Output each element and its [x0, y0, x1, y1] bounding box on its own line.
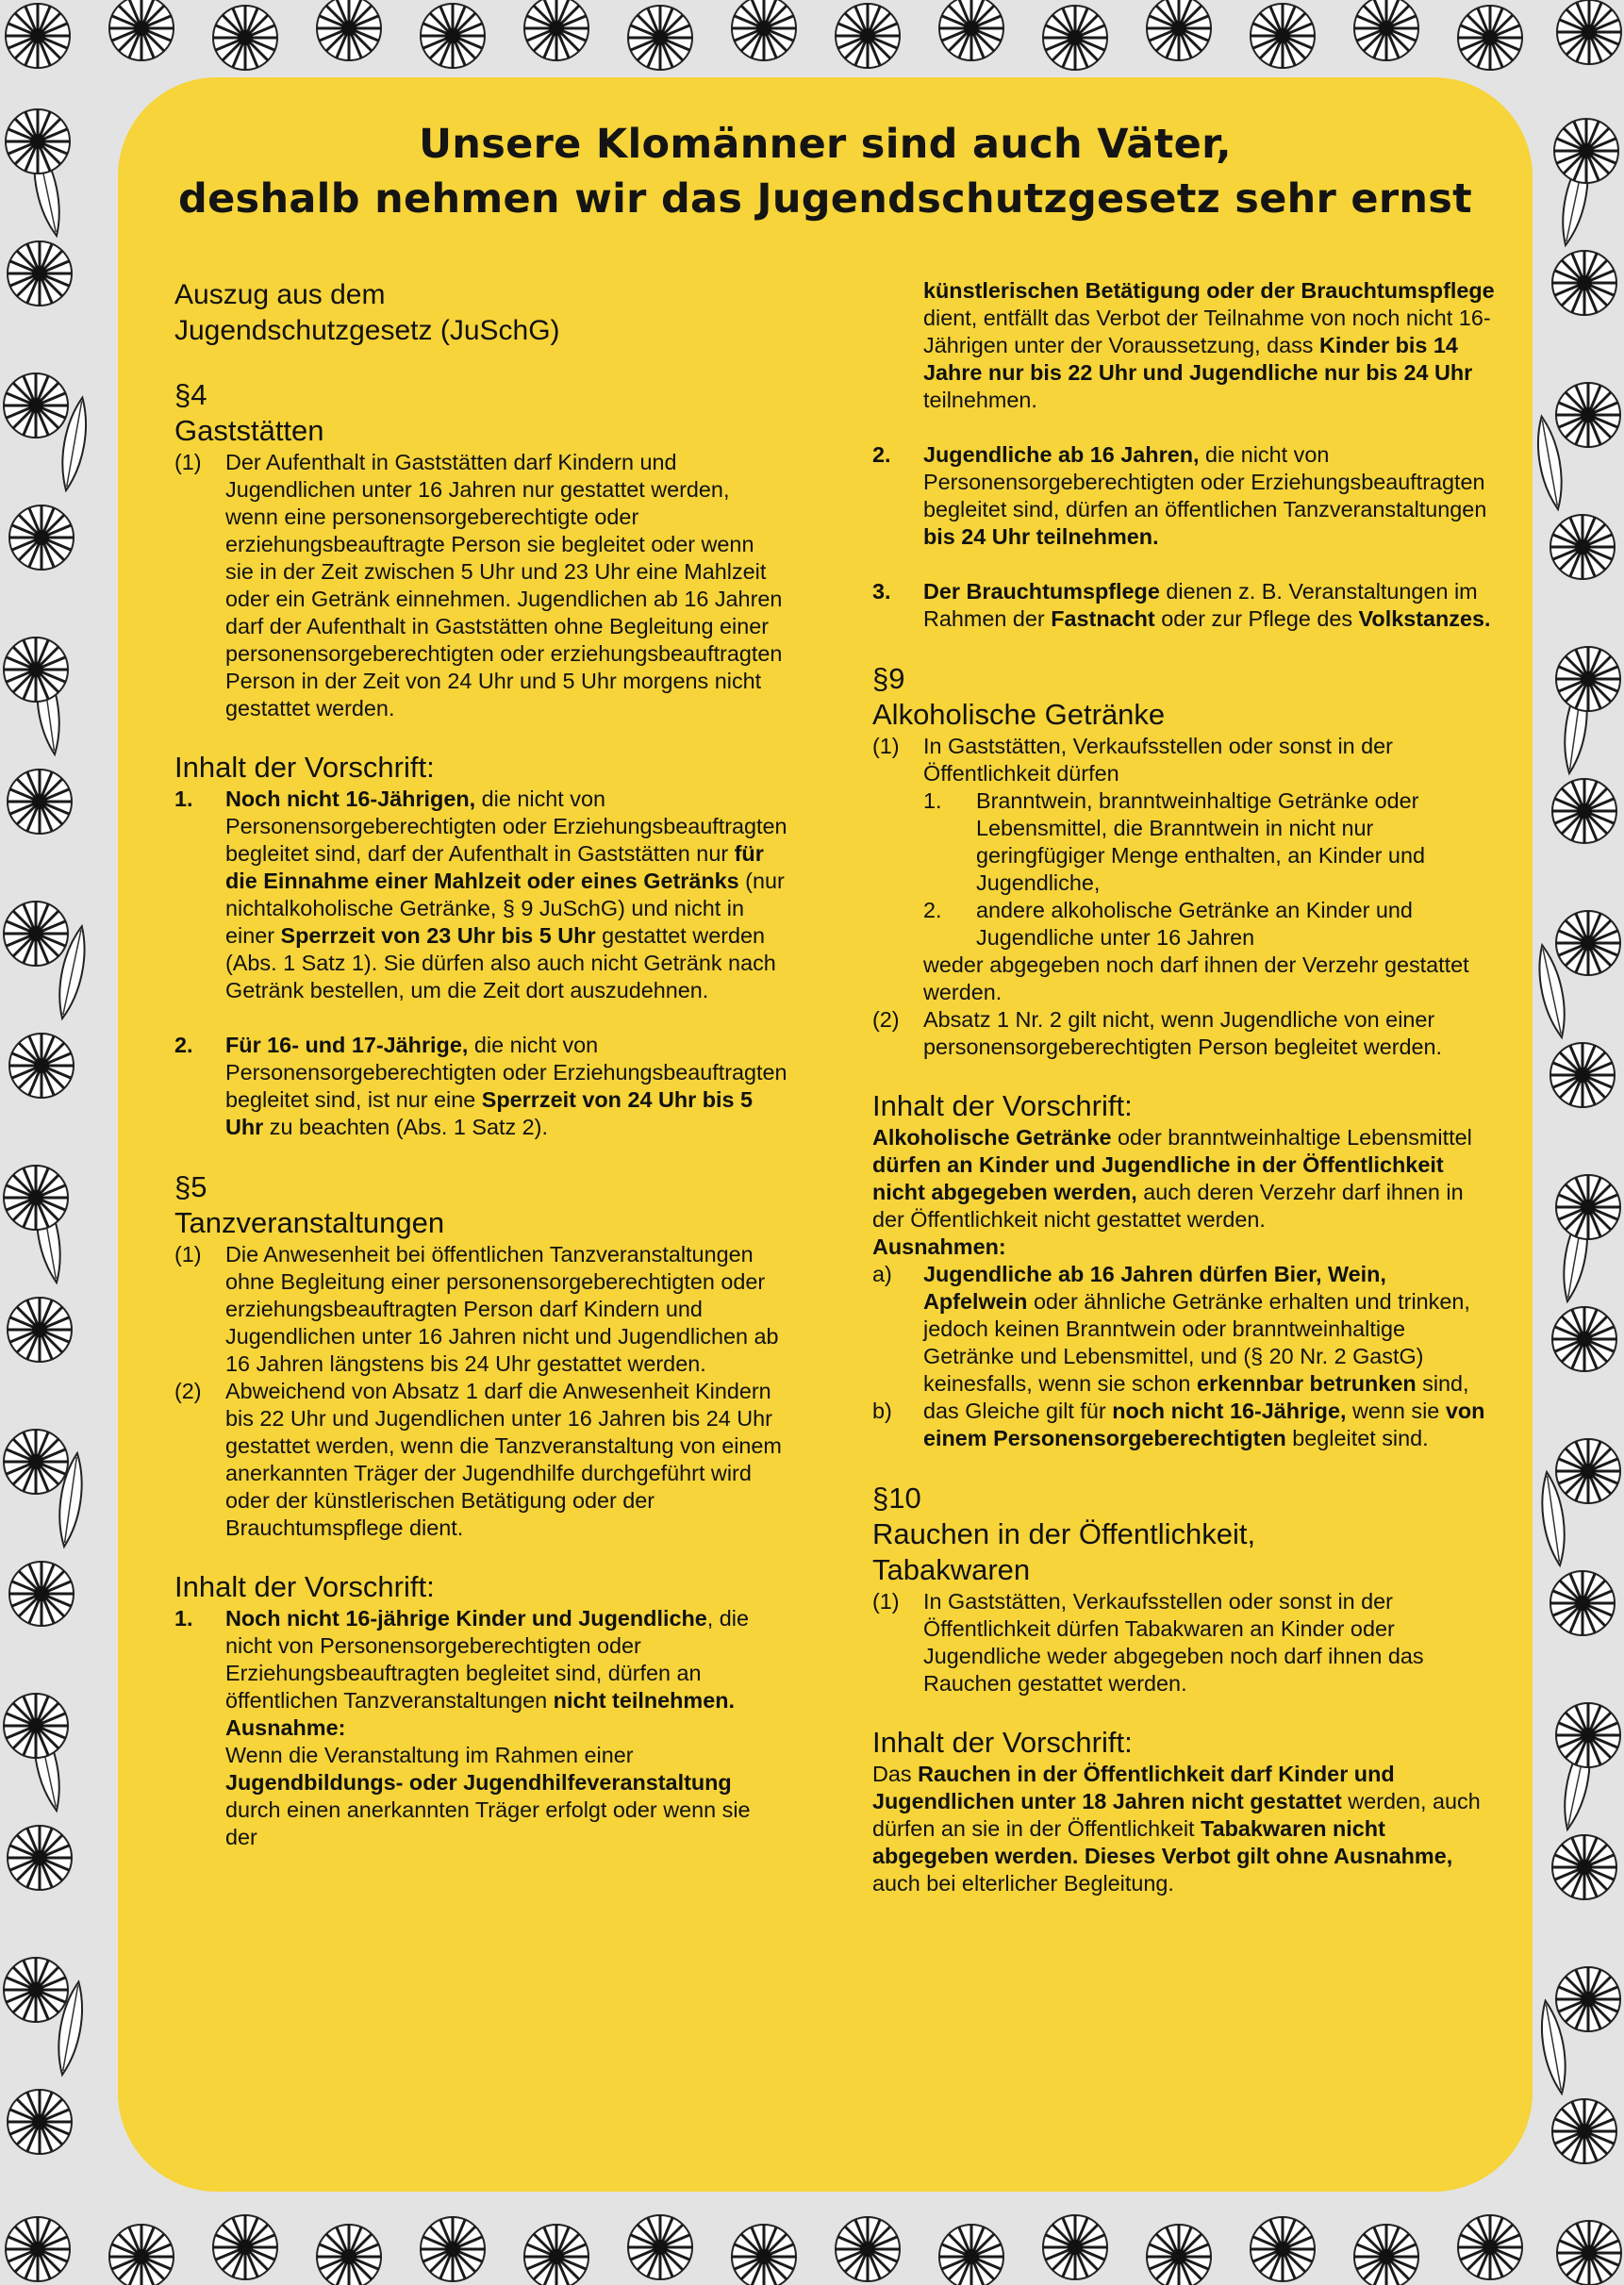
s4-inhalt-item-2 — [174, 1032, 787, 1141]
s5-p2-number: (2) — [174, 1379, 202, 1403]
s9-paragraph-1 — [872, 733, 1495, 787]
s5-paragraph-1 — [174, 1241, 787, 1378]
s9-p1-text: In Gaststätten, Verkaufsstellen oder sonst in der Öffentlichkeit dürfen — [923, 734, 1393, 786]
right-column — [872, 277, 1495, 1897]
s5-inhalt-item-1 — [174, 1605, 787, 1851]
s4-number: §4 — [174, 378, 207, 411]
poster-title — [118, 117, 1533, 226]
s5-heading: Tanzveranstaltungen — [174, 1206, 445, 1239]
s5-i1-number: 1. — [174, 1606, 193, 1631]
yellow-poster — [118, 77, 1533, 2192]
s4-p1-text: Der Aufenthalt in Gaststätten darf Kindern und Jugendlichen unter 16 Jahren nur gestattet werden, wenn eine personensorgeberechtigte oder erziehungsbeauftragte Person sie begleitet oder wenn sie in der Zeit zwischen 5 Uhr und 23 Uhr eine Mahlzeit oder ein Getränk einnehmen. Jugendlichen ab 16 Jahren darf der Aufenthalt in Gaststätten ohne Begleitung einer personensorgeberechtigten oder erziehungsbeauftragten Person in der Zeit von 24 Uhr und 5 Uhr morgens nicht gestattet werden. — [225, 450, 783, 720]
s5-i2-number: 2. — [872, 442, 891, 467]
s4-heading: Gaststätten — [174, 414, 324, 447]
s10-inhalt-text: Das Rauchen in der Öffentlichkeit darf Kinder und Jugendlichen unter 18 Jahren nicht gestattet werden, auch dürfen an sie in der Öffentlichkeit Tabakwaren nicht abgegeben werden. Dieses Verbot gilt ohne Ausnahme, auch bei elterlicher Begleitung. — [872, 1762, 1481, 1896]
s9-p1-number: (1) — [872, 734, 900, 758]
s10-p1-number: (1) — [872, 1589, 900, 1614]
s5-p2-text: Abweichend von Absatz 1 darf die Anwesenheit Kindern bis 22 Uhr und Jugendlichen unter 16 Jahren bis 24 Uhr gestattet werden, wenn die Tanzveranstaltung von einem anerkannten Träger der Jugendhilfe durchgeführt wird oder der künstlerischen Betätigung oder der Brauchtumspflege dient. — [225, 1379, 782, 1540]
s9-exception-a — [872, 1261, 1495, 1398]
s10-p1-text: In Gaststätten, Verkaufsstellen oder sonst in der Öffentlichkeit dürfen Tabakwaren an Kinder oder Jugendliche weder abgegeben noch darf ihnen das Rauchen gestattet werden. — [923, 1589, 1424, 1696]
s4-inhalt-heading: Inhalt der Vorschrift: — [174, 751, 435, 784]
s9-paragraph-2 — [872, 1006, 1495, 1061]
s9-p2-text: Absatz 1 Nr. 2 gilt nicht, wenn Jugendliche von einer personensorgeberechtigten Person begleitet werden. — [923, 1007, 1443, 1059]
s9-inhalt-heading: Inhalt der Vorschrift: — [872, 1089, 1133, 1122]
s9-p1-end: weder abgegeben noch darf ihnen der Verzehr gestattet werden. — [923, 952, 1469, 1004]
title-line-2: deshalb nehmen wir das Jugendschutzgesetz sehr ernst — [178, 175, 1472, 223]
s9-inhalt-text: Alkoholische Getränke oder branntweinhaltige Lebensmittel dürfen an Kinder und Jugendliche in der Öffentlichkeit nicht abgegeben werden, auch deren Verzehr darf ihnen in der Öffentlichkeit nicht gestattet werden. — [872, 1125, 1472, 1232]
s5-p1-number: (1) — [174, 1242, 202, 1267]
s9-ausnahmen-label: Ausnahmen: — [872, 1234, 1006, 1259]
s9-sub2-number: 2. — [923, 898, 942, 922]
s4-inhalt-item-1 — [174, 786, 787, 1004]
s9-sub2-text: andere alkoholische Getränke an Kinder und Jugendliche unter 16 Jahren — [976, 898, 1413, 950]
left-flower-column — [4, 109, 92, 2154]
s9-sub1-number: 1. — [923, 788, 942, 813]
s9-b-text: das Gleiche gilt für noch nicht 16-Jährige, wenn sie von einem Personensorgeberechtigten begleitet sind. — [923, 1399, 1485, 1450]
s10-inhalt-heading: Inhalt der Vorschrift: — [872, 1726, 1133, 1759]
s5-paragraph-2 — [174, 1378, 787, 1542]
s9-exception-b — [872, 1398, 1495, 1452]
s5-inhalt-item-2 — [872, 441, 1495, 551]
s5-inhalt-item-3 — [872, 578, 1495, 633]
s4-i1-number: 1. — [174, 787, 193, 811]
top-flower-row — [6, 0, 1621, 70]
s4-i1-text: Noch nicht 16-Jährigen, die nicht von Personensorgeberechtigten oder Erziehungsbeauftragten begleitet sind, darf der Aufenthalt in Gaststätten nur für die Einnahme einer Mahlzeit oder eines Getränks (nur nichtalkoholische Getränke, § 9 JuSchG) und nicht in einer Sperrzeit von 23 Uhr bis 5 Uhr gestattet werden (Abs. 1 Satz 1). Sie dürfen also auch nicht Getränk nach Getränk bestellen, um die Zeit dort auszudehnen. — [225, 787, 787, 1002]
s9-a-text: Jugendliche ab 16 Jahren dürfen Bier, Wein, Apfelwein oder ähnliche Getränke erhalten und trinken, jedoch keinen Branntwein oder branntweinhaltige Getränke und Lebensmittel, und (§ 20 Nr. 2 GastG) keinesfalls, wenn sie schon erkennbar betrunken sind, — [923, 1262, 1470, 1396]
s5-ausnahme-label: Ausnahme: — [225, 1715, 346, 1740]
s4-p1-number: (1) — [174, 450, 202, 474]
intro-line-2: Jugendschutzgesetz (JuSchG) — [174, 315, 560, 346]
s5-i2-text: Jugendliche ab 16 Jahren, die nicht von Personensorgeberechtigten oder Erziehungsbeauftragten begleitet sind, dürfen an öffentlichen Tanzveranstaltungen bis 24 Uhr teilnehmen. — [923, 442, 1487, 549]
s9-heading: Alkoholische Getränke — [872, 698, 1166, 731]
s10-paragraph-1 — [872, 1588, 1495, 1697]
s5-p1-text: Die Anwesenheit bei öffentlichen Tanzveranstaltungen ohne Begleitung einer personensorgeberechtigten oder erziehungsbeauftragten Person darf Kindern und Jugendlichen unter 16 Jahren nicht und Jugendlichen ab 16 Jahren längstens bis 24 Uhr gestattet werden. — [225, 1242, 779, 1376]
s10-number: §10 — [872, 1482, 921, 1515]
left-column — [174, 277, 787, 1851]
s4-i2-text: Für 16- und 17-Jährige, die nicht von Personensorgeberechtigten oder Erziehungsbeauftragten begleitet sind, ist nur eine Sperrzeit von 24 Uhr bis 5 Uhr zu beachten (Abs. 1 Satz 2). — [225, 1033, 787, 1139]
s5-ausnahme-continued: künstlerischen Betätigung oder der Brauchtumspflege dient, entfällt das Verbot der Teilnahme von noch nicht 16-Jährigen unter der Voraussetzung, dass Kinder bis 14 Jahre nur bis 22 Uhr und Jugendliche nur bis 24 Uhr teilnehmen. — [923, 278, 1495, 412]
s9-subitem-2 — [923, 897, 1495, 952]
bottom-flower-row — [6, 2215, 1621, 2285]
s5-i3-text: Der Brauchtumspflege dienen z. B. Veranstaltungen im Rahmen der Fastnacht oder zur Pflege des Volkstanzes. — [923, 579, 1491, 631]
s9-subitem-1 — [923, 787, 1495, 897]
intro-line-1: Auszug aus dem — [174, 279, 386, 310]
title-line-1: Unsere Klomänner sind auch Väter, — [419, 121, 1232, 168]
s9-a-number: a) — [872, 1262, 892, 1286]
s5-inhalt-heading: Inhalt der Vorschrift: — [174, 1570, 435, 1603]
s9-p2-number: (2) — [872, 1007, 900, 1032]
right-flower-column — [1532, 119, 1620, 2163]
s10-heading-2: Tabakwaren — [872, 1553, 1031, 1586]
s5-number: §5 — [174, 1170, 207, 1203]
s5-i3-number: 3. — [872, 579, 891, 604]
s5-i1-text: Noch nicht 16-jährige Kinder und Jugendliche, die nicht von Personensorgeberechtigten oder Erziehungsbeauftragten begleitet sind, dürfen an öffentlichen Tanzveranstaltungen nicht teilnehmen. Ausnahme: Wenn die Veranstaltung im Rahmen einer Jugendbildungs- oder Jugendhilfeveranstaltung durch einen anerkannten Träger erfolgt oder wenn sie der — [225, 1606, 751, 1849]
s4-i2-number: 2. — [174, 1033, 193, 1057]
s9-number: §9 — [872, 662, 905, 695]
s4-paragraph-1 — [174, 449, 787, 722]
s10-heading-1: Rauchen in der Öffentlichkeit, — [872, 1517, 1256, 1550]
s9-sub1-text: Branntwein, branntweinhaltige Getränke oder Lebensmittel, die Branntwein in nicht nur geringfügiger Menge enthalten, an Kinder und Jugendliche, — [976, 788, 1425, 895]
s9-b-number: b) — [872, 1399, 892, 1423]
